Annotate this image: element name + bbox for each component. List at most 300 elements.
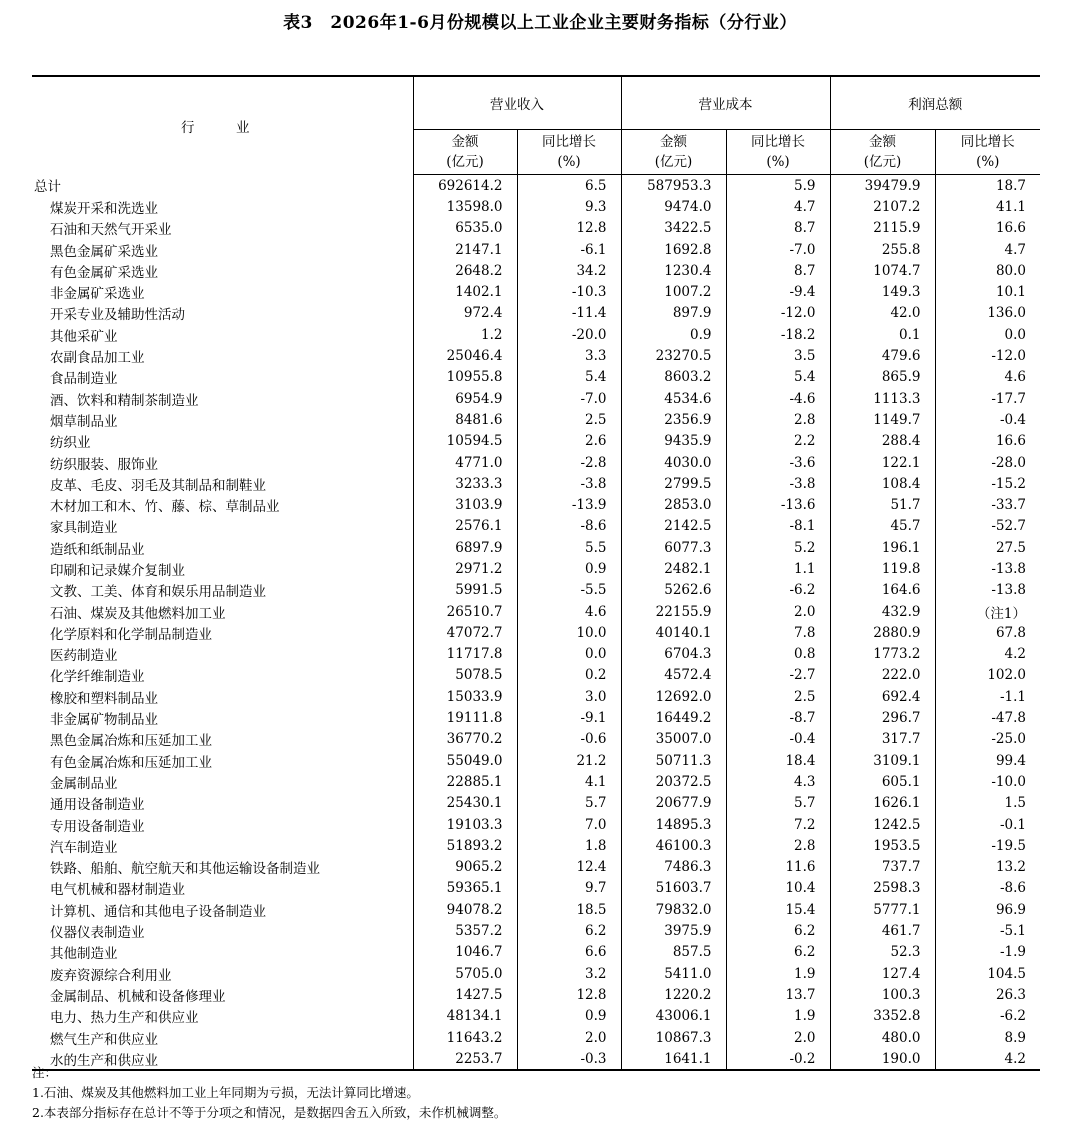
revenue-growth: -6.1 [517, 239, 621, 260]
table-row [32, 1027, 1040, 1048]
industry-name: 有色金属矿采选业 [50, 264, 158, 281]
cost-amount: 6077.3 [621, 537, 726, 558]
profit-growth: 67.8 [935, 622, 1040, 643]
cost-growth: -12.0 [726, 303, 830, 324]
profit-growth: 102.0 [935, 665, 1040, 686]
cost-amount: 1230.4 [621, 260, 726, 281]
industry-name: 石油和天然气开采业 [50, 222, 172, 239]
table-row [32, 580, 1040, 601]
cost-growth: 5.4 [726, 367, 830, 388]
table-row [32, 984, 1040, 1005]
profit-growth: -17.7 [935, 388, 1040, 409]
cost-growth: -3.6 [726, 452, 830, 473]
cost-growth: 5.2 [726, 537, 830, 558]
cost-amount: 5411.0 [621, 963, 726, 984]
profit-amount: 52.3 [830, 942, 935, 963]
cost-amount: 897.9 [621, 303, 726, 324]
industry-name: 石油、煤炭及其他燃料加工业 [50, 605, 226, 622]
total-row [32, 175, 1040, 197]
cost-amount: 587953.3 [621, 175, 726, 197]
revenue-amount: 36770.2 [413, 729, 517, 750]
cost-growth: 8.7 [726, 218, 830, 239]
revenue-growth: -2.8 [517, 452, 621, 473]
table-row [32, 857, 1040, 878]
revenue-amount: 2253.7 [413, 1048, 517, 1070]
industry-name: 专用设备制造业 [50, 818, 145, 835]
revenue-growth: -9.1 [517, 707, 621, 728]
table-row [32, 814, 1040, 835]
industry-name: 非金属矿物制品业 [50, 712, 158, 729]
table-row [32, 494, 1040, 515]
cost-growth: 2.0 [726, 601, 830, 622]
revenue-amount: 55049.0 [413, 750, 517, 771]
profit-amount: 3352.8 [830, 1006, 935, 1027]
cost-amount: 22155.9 [621, 601, 726, 622]
industry-name: 皮革、毛皮、羽毛及其制品和制鞋业 [50, 477, 266, 494]
profit-amount: 2880.9 [830, 622, 935, 643]
revenue-growth: 6.6 [517, 942, 621, 963]
cost-growth: 13.7 [726, 984, 830, 1005]
industry-name: 造纸和纸制品业 [50, 541, 145, 558]
profit-growth: -0.4 [935, 409, 1040, 430]
profit-growth: 1.5 [935, 793, 1040, 814]
profit-amount: 0.1 [830, 324, 935, 345]
cost-growth: 6.2 [726, 920, 830, 941]
revenue-amount: 25430.1 [413, 793, 517, 814]
cost-growth: -7.0 [726, 239, 830, 260]
profit-growth: 16.6 [935, 431, 1040, 452]
revenue-amount: 1046.7 [413, 942, 517, 963]
industry-name: 医药制造业 [50, 648, 118, 665]
profit-amount: 479.6 [830, 345, 935, 366]
revenue-growth: 6.2 [517, 920, 621, 941]
profit-amount: 737.7 [830, 857, 935, 878]
cost-growth: -3.8 [726, 473, 830, 494]
profit-amount: 122.1 [830, 452, 935, 473]
revenue-growth: 9.7 [517, 878, 621, 899]
table-row [32, 771, 1040, 792]
cost-amount: 14895.3 [621, 814, 726, 835]
profit-amount: 127.4 [830, 963, 935, 984]
profit-amount: 3109.1 [830, 750, 935, 771]
revenue-growth: 3.0 [517, 686, 621, 707]
profit-amount: 5777.1 [830, 899, 935, 920]
table-row [32, 899, 1040, 920]
revenue-growth: 0.0 [517, 644, 621, 665]
profit-growth: -33.7 [935, 494, 1040, 515]
table-title: 表3 2026年1-6月份规模以上工业企业主要财务指标（分行业） [283, 13, 797, 33]
industry-name: 煤炭开采和洗选业 [50, 200, 158, 217]
cost-growth: -9.4 [726, 281, 830, 302]
table-row [32, 324, 1040, 345]
cost-amount: 51603.7 [621, 878, 726, 899]
revenue-growth: -5.5 [517, 580, 621, 601]
cost-amount: 35007.0 [621, 729, 726, 750]
cost-amount-header: 金额 (亿元) [621, 130, 726, 175]
revenue-amount: 15033.9 [413, 686, 517, 707]
table-row [32, 367, 1040, 388]
table-row [32, 729, 1040, 750]
revenue-amount: 25046.4 [413, 345, 517, 366]
profit-growth: 136.0 [935, 303, 1040, 324]
industry-name: 黑色金属矿采选业 [50, 243, 158, 260]
industry-name: 酒、饮料和精制茶制造业 [50, 392, 199, 409]
profit-growth: -12.0 [935, 345, 1040, 366]
revenue-amount: 8481.6 [413, 409, 517, 430]
revenue-growth: 34.2 [517, 260, 621, 281]
table-row [32, 686, 1040, 707]
profit-amount: 480.0 [830, 1027, 935, 1048]
table-row [32, 644, 1040, 665]
revenue-growth: 3.2 [517, 963, 621, 984]
table-row [32, 835, 1040, 856]
revenue-growth: 5.4 [517, 367, 621, 388]
cost-growth: 7.8 [726, 622, 830, 643]
cost-amount: 40140.1 [621, 622, 726, 643]
profit-growth: -13.8 [935, 580, 1040, 601]
note-2: 2.本表部分指标存在总计不等于分项之和情况，是数据四舍五入所致，未作机械调整。 [32, 1105, 507, 1120]
cost-amount: 9435.9 [621, 431, 726, 452]
cost-amount: 46100.3 [621, 835, 726, 856]
cost-amount: 23270.5 [621, 345, 726, 366]
revenue-amount: 2576.1 [413, 516, 517, 537]
industry-name: 废弃资源综合利用业 [50, 967, 172, 984]
industry-name: 化学原料和化学制品制造业 [50, 626, 212, 643]
profit-growth: 8.9 [935, 1027, 1040, 1048]
profit-growth: -10.0 [935, 771, 1040, 792]
table-row [32, 793, 1040, 814]
cost-growth: 11.6 [726, 857, 830, 878]
cost-growth: 5.9 [726, 175, 830, 197]
table-row [32, 878, 1040, 899]
cost-growth: 4.7 [726, 196, 830, 217]
profit-amount: 1773.2 [830, 644, 935, 665]
cost-amount: 0.9 [621, 324, 726, 345]
profit-growth: -1.9 [935, 942, 1040, 963]
cost-amount: 3975.9 [621, 920, 726, 941]
industry-name: 仪器仪表制造业 [50, 925, 145, 942]
note-1: 1.石油、煤炭及其他燃料加工业上年同期为亏损，无法计算同比增速。 [32, 1085, 419, 1100]
profit-amount: 317.7 [830, 729, 935, 750]
cost-growth: 18.4 [726, 750, 830, 771]
profit-growth: 104.5 [935, 963, 1040, 984]
revenue-growth: -10.3 [517, 281, 621, 302]
cost-growth: 5.7 [726, 793, 830, 814]
table-row [32, 516, 1040, 537]
cost-growth: -8.7 [726, 707, 830, 728]
cost-growth: 7.2 [726, 814, 830, 835]
cost-growth: 2.2 [726, 431, 830, 452]
industry-name: 家具制造业 [50, 520, 118, 537]
table-row [32, 218, 1040, 239]
revenue-amount: 13598.0 [413, 196, 517, 217]
cost-amount: 12692.0 [621, 686, 726, 707]
industry-name: 燃气生产和供应业 [50, 1031, 158, 1048]
table-row [32, 750, 1040, 771]
profit-amount: 100.3 [830, 984, 935, 1005]
revenue-amount: 6897.9 [413, 537, 517, 558]
profit-growth: -0.1 [935, 814, 1040, 835]
cost-amount: 43006.1 [621, 1006, 726, 1027]
revenue-growth: 0.9 [517, 558, 621, 579]
cost-amount: 1641.1 [621, 1048, 726, 1070]
table-row [32, 622, 1040, 643]
revenue-growth-header: 同比增长 (%) [517, 130, 621, 175]
profit-amount: 42.0 [830, 303, 935, 324]
cost-growth: -6.2 [726, 580, 830, 601]
profit-growth: 13.2 [935, 857, 1040, 878]
revenue-amount: 22885.1 [413, 771, 517, 792]
revenue-growth: 7.0 [517, 814, 621, 835]
profit-amount: 164.6 [830, 580, 935, 601]
table-row [32, 942, 1040, 963]
industry-name: 有色金属冶炼和压延加工业 [50, 754, 212, 771]
profit-growth: 4.6 [935, 367, 1040, 388]
revenue-growth: 3.3 [517, 345, 621, 366]
revenue-amount: 1427.5 [413, 984, 517, 1005]
cost-amount: 2356.9 [621, 409, 726, 430]
profit-growth-header: 同比增长 (%) [935, 130, 1040, 175]
revenue-growth: -11.4 [517, 303, 621, 324]
cost-amount: 6704.3 [621, 644, 726, 665]
industry-name: 橡胶和塑料制品业 [50, 690, 158, 707]
table-row [32, 707, 1040, 728]
profit-amount: 605.1 [830, 771, 935, 792]
industry-name: 开采专业及辅助性活动 [50, 307, 185, 324]
profit-amount: 692.4 [830, 686, 935, 707]
profit-amount: 288.4 [830, 431, 935, 452]
cost-amount: 3422.5 [621, 218, 726, 239]
table-row [32, 537, 1040, 558]
revenue-amount: 59365.1 [413, 878, 517, 899]
industry-name: 电力、热力生产和供应业 [50, 1010, 199, 1027]
table-row [32, 345, 1040, 366]
cost-amount: 50711.3 [621, 750, 726, 771]
revenue-growth: -8.6 [517, 516, 621, 537]
industry-name: 水的生产和供应业 [32, 1048, 413, 1070]
cost-amount: 2482.1 [621, 558, 726, 579]
cost-amount: 857.5 [621, 942, 726, 963]
cost-growth: 0.8 [726, 644, 830, 665]
industry-header: 行 业 [32, 76, 413, 175]
profit-amount: 1074.7 [830, 260, 935, 281]
profit-amount: 45.7 [830, 516, 935, 537]
revenue-amount: 94078.2 [413, 899, 517, 920]
cost-amount: 8603.2 [621, 367, 726, 388]
revenue-growth: 5.5 [517, 537, 621, 558]
industry-name: 金属制品业 [50, 775, 118, 792]
profit-growth: -5.1 [935, 920, 1040, 941]
revenue-amount: 6954.9 [413, 388, 517, 409]
table-row [32, 239, 1040, 260]
cost-amount: 4030.0 [621, 452, 726, 473]
revenue-amount: 11717.8 [413, 644, 517, 665]
cost-amount: 2853.0 [621, 494, 726, 515]
revenue-amount: 10955.8 [413, 367, 517, 388]
revenue-amount: 47072.7 [413, 622, 517, 643]
industry-name: 化学纤维制造业 [50, 669, 145, 686]
profit-growth: -1.1 [935, 686, 1040, 707]
cost-growth: -13.6 [726, 494, 830, 515]
table-row [32, 260, 1040, 281]
revenue-growth: 0.2 [517, 665, 621, 686]
revenue-amount: 5357.2 [413, 920, 517, 941]
revenue-amount: 26510.7 [413, 601, 517, 622]
revenue-amount: 4771.0 [413, 452, 517, 473]
profit-amount: 196.1 [830, 537, 935, 558]
cost-amount: 1692.8 [621, 239, 726, 260]
revenue-growth: -20.0 [517, 324, 621, 345]
revenue-amount: 972.4 [413, 303, 517, 324]
profit-growth: （注1） [935, 601, 1040, 622]
industry-name: 黑色金属冶炼和压延加工业 [50, 733, 212, 750]
cost-growth: -8.1 [726, 516, 830, 537]
profit-amount: 432.9 [830, 601, 935, 622]
profit-group-header: 利润总额 [830, 76, 1040, 130]
profit-amount: 2598.3 [830, 878, 935, 899]
profit-amount: 222.0 [830, 665, 935, 686]
industry-name: 烟草制品业 [50, 413, 118, 430]
industry-name: 印刷和记录媒介复制业 [50, 562, 185, 579]
industry-name: 其他制造业 [50, 946, 118, 963]
revenue-amount: 19103.3 [413, 814, 517, 835]
revenue-growth: 2.5 [517, 409, 621, 430]
revenue-amount: 1.2 [413, 324, 517, 345]
cost-amount: 20677.9 [621, 793, 726, 814]
profit-growth: 4.2 [935, 644, 1040, 665]
profit-amount: 149.3 [830, 281, 935, 302]
profit-growth: 10.1 [935, 281, 1040, 302]
profit-amount: 1149.7 [830, 409, 935, 430]
cost-growth: 2.0 [726, 1027, 830, 1048]
cost-growth: -0.2 [726, 1048, 830, 1070]
industry-name: 金属制品、机械和设备修理业 [50, 988, 226, 1005]
revenue-growth: -3.8 [517, 473, 621, 494]
cost-amount: 2142.5 [621, 516, 726, 537]
cost-growth: 10.4 [726, 878, 830, 899]
profit-growth: -13.8 [935, 558, 1040, 579]
cost-group-header: 营业成本 [621, 76, 830, 130]
cost-amount: 9474.0 [621, 196, 726, 217]
revenue-growth: 9.3 [517, 196, 621, 217]
industry-name: 木材加工和木、竹、藤、棕、草制品业 [50, 499, 280, 516]
profit-growth: -8.6 [935, 878, 1040, 899]
table-row [32, 601, 1040, 622]
revenue-group-header: 营业收入 [413, 76, 621, 130]
table-row [32, 473, 1040, 494]
cost-growth: 2.5 [726, 686, 830, 707]
profit-amount: 865.9 [830, 367, 935, 388]
industry-name: 文教、工美、体育和娱乐用品制造业 [50, 584, 266, 601]
cost-amount: 7486.3 [621, 857, 726, 878]
profit-growth: -52.7 [935, 516, 1040, 537]
profit-growth: 80.0 [935, 260, 1040, 281]
profit-amount: 119.8 [830, 558, 935, 579]
profit-growth: 96.9 [935, 899, 1040, 920]
revenue-amount: 19111.8 [413, 707, 517, 728]
revenue-amount: 1402.1 [413, 281, 517, 302]
revenue-amount: 3233.3 [413, 473, 517, 494]
profit-growth: -6.2 [935, 1006, 1040, 1027]
profit-amount: 296.7 [830, 707, 935, 728]
cost-growth: 3.5 [726, 345, 830, 366]
cost-growth: 4.3 [726, 771, 830, 792]
cost-growth: 6.2 [726, 942, 830, 963]
revenue-growth: 21.2 [517, 750, 621, 771]
industry-name: 其他采矿业 [50, 328, 118, 345]
industry-name: 汽车制造业 [50, 839, 118, 856]
profit-amount: 255.8 [830, 239, 935, 260]
revenue-amount: 9065.2 [413, 857, 517, 878]
revenue-growth: 2.0 [517, 1027, 621, 1048]
industry-name: 农副食品加工业 [50, 350, 145, 367]
cost-amount: 2799.5 [621, 473, 726, 494]
profit-growth: 4.2 [935, 1048, 1040, 1070]
industry-name: 计算机、通信和其他电子设备制造业 [50, 903, 266, 920]
revenue-growth: 12.8 [517, 984, 621, 1005]
cost-growth: -2.7 [726, 665, 830, 686]
revenue-growth: 4.1 [517, 771, 621, 792]
table-row [32, 409, 1040, 430]
table-row [32, 281, 1040, 302]
table-row [32, 452, 1040, 473]
cost-growth: 1.9 [726, 1006, 830, 1027]
footnotes [32, 1063, 506, 1123]
profit-amount: 2115.9 [830, 218, 935, 239]
revenue-growth: 4.6 [517, 601, 621, 622]
revenue-growth: -7.0 [517, 388, 621, 409]
table-row [32, 196, 1040, 217]
financial-indicators-table [32, 75, 1040, 1071]
cost-amount: 5262.6 [621, 580, 726, 601]
industry-name: 食品制造业 [50, 371, 118, 388]
profit-growth: -19.5 [935, 835, 1040, 856]
revenue-amount: 51893.2 [413, 835, 517, 856]
revenue-amount: 11643.2 [413, 1027, 517, 1048]
revenue-growth: -13.9 [517, 494, 621, 515]
revenue-growth: 10.0 [517, 622, 621, 643]
profit-amount: 2107.2 [830, 196, 935, 217]
table-row [32, 388, 1040, 409]
profit-growth: 27.5 [935, 537, 1040, 558]
profit-growth: 0.0 [935, 324, 1040, 345]
revenue-growth: 12.4 [517, 857, 621, 878]
profit-growth: 99.4 [935, 750, 1040, 771]
revenue-amount: 48134.1 [413, 1006, 517, 1027]
revenue-amount: 5705.0 [413, 963, 517, 984]
profit-amount: 1113.3 [830, 388, 935, 409]
cost-growth: 1.9 [726, 963, 830, 984]
revenue-amount: 3103.9 [413, 494, 517, 515]
revenue-growth: -0.6 [517, 729, 621, 750]
profit-amount-header: 金额 (亿元) [830, 130, 935, 175]
cost-amount: 1220.2 [621, 984, 726, 1005]
profit-growth: 18.7 [935, 175, 1040, 197]
industry-name: 非金属矿采选业 [50, 286, 145, 303]
revenue-amount: 2147.1 [413, 239, 517, 260]
profit-growth: 41.1 [935, 196, 1040, 217]
revenue-growth: 18.5 [517, 899, 621, 920]
cost-amount: 4572.4 [621, 665, 726, 686]
cost-amount: 10867.3 [621, 1027, 726, 1048]
profit-growth: -28.0 [935, 452, 1040, 473]
revenue-amount: 692614.2 [413, 175, 517, 197]
table-row [32, 303, 1040, 324]
profit-amount: 39479.9 [830, 175, 935, 197]
cost-growth: 2.8 [726, 409, 830, 430]
table-row [32, 1006, 1040, 1027]
table-row [32, 920, 1040, 941]
